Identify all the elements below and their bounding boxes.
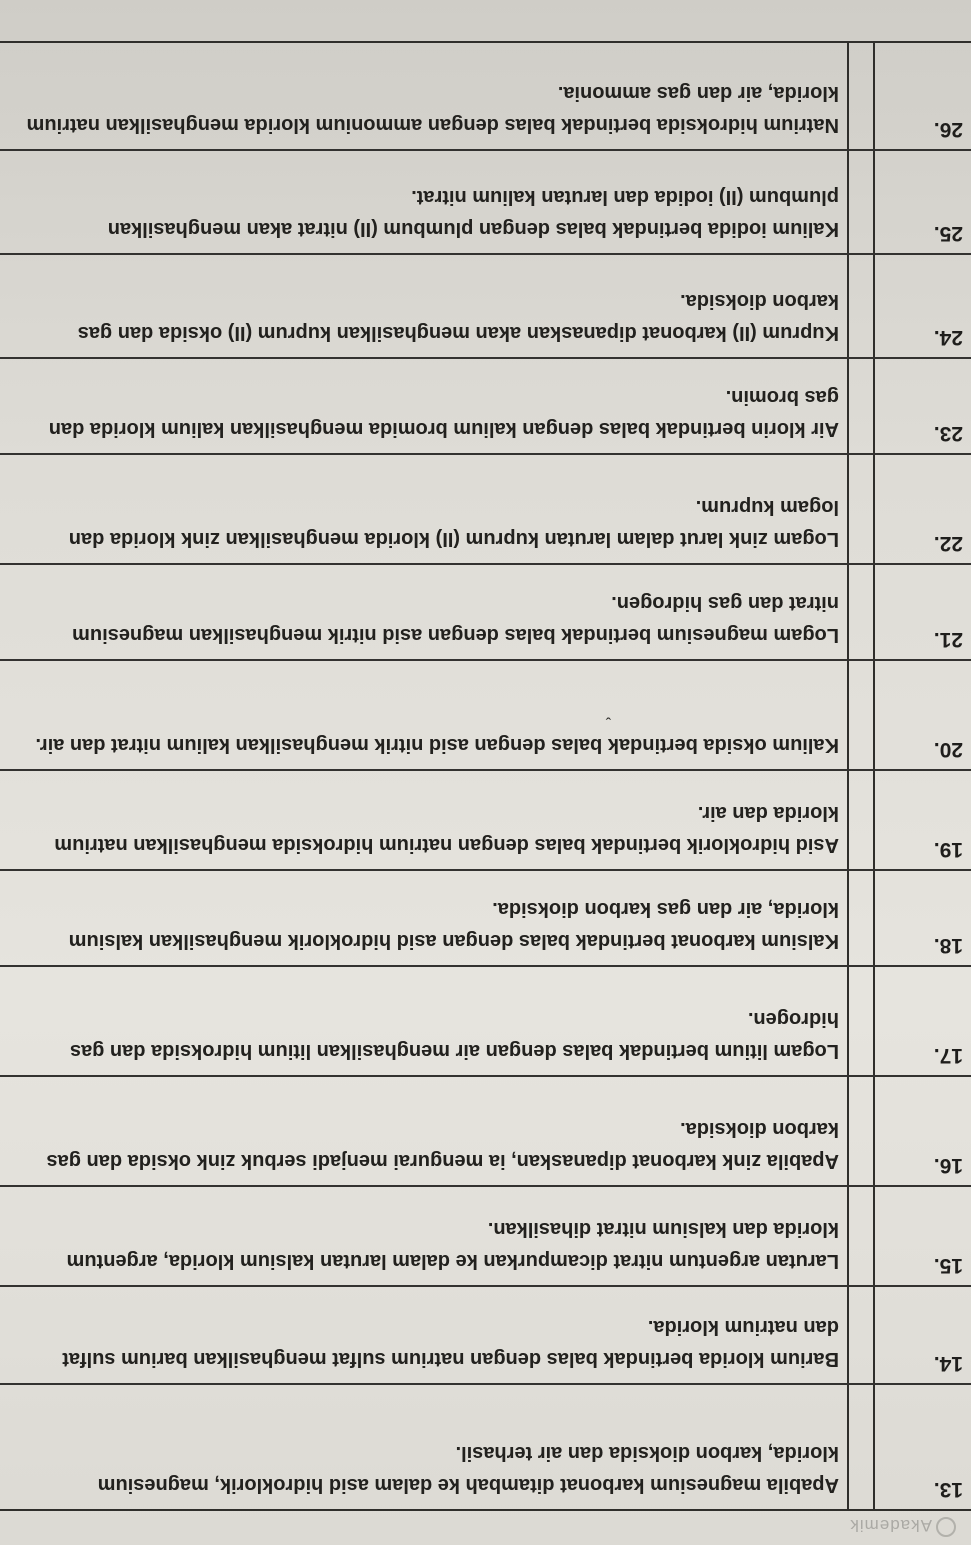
question-row-20 <box>0 659 971 769</box>
question-number: 14. <box>933 1352 963 1375</box>
question-number: 25. <box>933 222 963 245</box>
question-number: 13. <box>933 1478 963 1501</box>
question-text: Logam zink larut dalam larutan kuprum (II) klorida menghasilkan zink klorida dan logam kuprum. <box>68 496 839 550</box>
question-text: Logam litium bertindak balas dengan air menghasilkan litium hidroksida dan gas hidrogen. <box>69 1008 839 1062</box>
question-row-19 <box>0 769 971 869</box>
question-table <box>0 41 971 1511</box>
question-number: 26. <box>933 118 963 141</box>
question-text: Larutan argentum nitrat dicampurkan ke dalam larutan kalsium klorida, argentum klorida dan kalsium nitrat dihasilkan. <box>66 1218 839 1272</box>
question-text: Logam magnesium bertindak balas dengan asid nitrik menghasilkan magnesium nitrat dan gas hidrogen. <box>72 592 839 646</box>
question-row-18 <box>0 869 971 965</box>
question-text: Apabila magnesium karbonat ditambah ke dalam asid hidroklorik, magnesium klorida, karbon dioksida dan air terhasil. <box>97 1442 839 1496</box>
question-row-25 <box>0 149 971 253</box>
question-row-22 <box>0 453 971 563</box>
watermark-logo-icon <box>936 1517 956 1537</box>
question-number: 15. <box>933 1254 963 1277</box>
question-number: 16. <box>933 1154 963 1177</box>
question-number: 20. <box>933 738 963 761</box>
question-text: Air klorin bertindak balas dengan kalium bromida menghasilkan kalium klorida dan gas bromin. <box>48 386 839 440</box>
question-text: Asid hidroklorik bertindak balas dengan natrium hidroksida menghasilkan natrium klorida dan air. <box>54 802 839 856</box>
question-text: Kalium oksida bertindak balas dengan asid nitrik menghasilkan kalium nitrat dan air. <box>35 734 839 756</box>
pen-tick-mark: ˇ <box>605 704 611 721</box>
question-number: 19. <box>933 838 963 861</box>
question-text: Kalsium karbonat bertindak balas dengan asid hidroklorik menghasilkan kalsium klorida, air dan gas karbon dioksida. <box>68 898 839 952</box>
question-text: Barium klorida bertindak balas dengan natrium sulfat menghasilkan barium sulfat dan natrium klorida. <box>62 1316 839 1370</box>
question-number: 22. <box>933 532 963 555</box>
watermark <box>826 1513 956 1537</box>
question-row-13 <box>0 1383 971 1509</box>
question-number: 21. <box>933 628 963 651</box>
question-row-26 <box>0 45 971 149</box>
question-row-14 <box>0 1285 971 1383</box>
question-row-24 <box>0 253 971 357</box>
question-text: Kalium iodida bertindak balas dengan plumbum (II) nitrat akan menghasilkan plumbum (II) iodida dan larutan kalium nitrat. <box>107 186 839 240</box>
question-row-21 <box>0 563 971 659</box>
question-row-16 <box>0 1075 971 1185</box>
question-row-17 <box>0 965 971 1075</box>
question-row-23 <box>0 357 971 453</box>
question-number: 18. <box>933 934 963 957</box>
question-text: Kuprum (II) karbonat dipanaskan akan menghasilkan kuprum (II) oksida dan gas karbon dioksida. <box>77 290 839 344</box>
question-number: 23. <box>933 422 963 445</box>
question-number: 17. <box>933 1044 963 1067</box>
question-row-15 <box>0 1185 971 1285</box>
watermark-label: Akademik <box>849 1516 932 1535</box>
question-text: Apabila zink karbonat dipanaskan, ia mengurai menjadi serbuk zink oksida dan gas karbon dioksida. <box>46 1118 839 1172</box>
question-text: Natrium hidroksida bertindak balas dengan ammonium klorida menghasilkan natrium klorida, air dan gas ammonia. <box>26 82 839 136</box>
question-number: 24. <box>933 326 963 349</box>
